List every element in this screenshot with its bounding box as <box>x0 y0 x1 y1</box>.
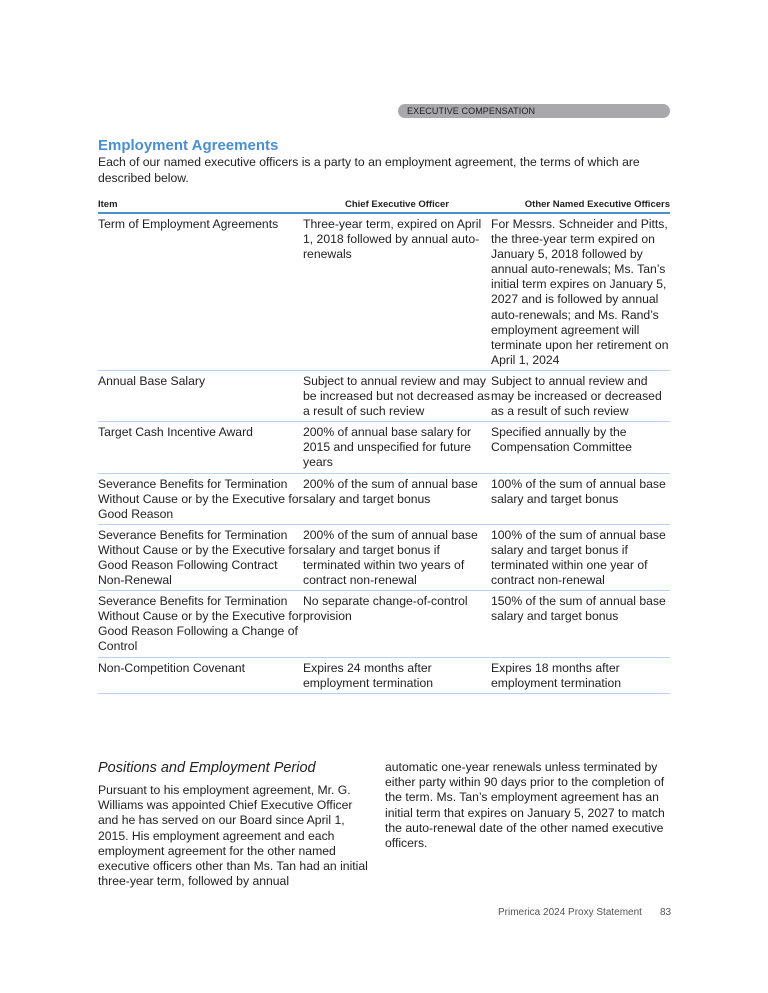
cell-others: 100% of the sum of annual base salary and target bonus if terminated within one year of contract non-renewal <box>491 524 670 590</box>
page-number: 83 <box>660 907 672 918</box>
positions-paragraph-right: automatic one-year renewals unless terminated by either party within 90 days prior to the completion of the term. Ms. Tan’s employment agreement has an initial term that expires on January 5, 2027 to match the auto-renewal date of the other named executive officers. <box>385 760 665 851</box>
cell-item: Annual Base Salary <box>98 370 303 421</box>
positions-paragraph-left: Pursuant to his employment agreement, Mr. G. Williams was appointed Chief Executive Officer and he has served on our Board since April 1, 2015. His employment agreement and each employment agreement for the other named executive officers other than Ms. Tan had an initial three-year term, followed by annual <box>98 783 368 889</box>
cell-ceo: Subject to annual review and may be increased but not decreased as a result of such review <box>303 370 491 421</box>
section-tag: EXECUTIVE COMPENSATION <box>398 104 670 118</box>
column-header-other-officers: Other Named Executive Officers <box>491 197 670 213</box>
positions-column-right <box>385 760 670 851</box>
cell-others: Expires 18 months after employment termination <box>491 657 670 693</box>
table-row <box>98 524 670 590</box>
cell-ceo: 200% of annual base salary for 2015 and unspecified for future years <box>303 422 491 473</box>
table-row <box>98 370 670 421</box>
column-header-ceo: Chief Executive Officer <box>303 197 491 213</box>
cell-ceo: Expires 24 months after employment termination <box>303 657 491 693</box>
table-row <box>98 473 670 524</box>
cell-others: 100% of the sum of annual base salary and target bonus <box>491 473 670 524</box>
positions-column-left <box>98 760 368 889</box>
cell-item: Non-Competition Covenant <box>98 657 303 693</box>
cell-item: Severance Benefits for Termination Without Cause or by the Executive for Good Reason <box>98 473 303 524</box>
cell-ceo: 200% of the sum of annual base salary and target bonus if terminated within two years of contract non-renewal <box>303 524 491 590</box>
table-row <box>98 213 670 370</box>
cell-others: 150% of the sum of annual base salary and target bonus <box>491 591 670 657</box>
cell-item: Severance Benefits for Termination Without Cause or by the Executive for Good Reason Following Contract Non-Renewal <box>98 524 303 590</box>
cell-item: Target Cash Incentive Award <box>98 422 303 473</box>
table-row <box>98 591 670 657</box>
table-row <box>98 422 670 473</box>
employment-agreements-table <box>98 197 670 694</box>
cell-ceo: No separate change-of-control provision <box>303 591 491 657</box>
cell-others: Subject to annual review and may be increased or decreased as a result of such review <box>491 370 670 421</box>
cell-ceo: 200% of the sum of annual base salary and target bonus <box>303 473 491 524</box>
cell-item: Severance Benefits for Termination Without Cause or by the Executive for Good Reason Following a Change of Control <box>98 591 303 657</box>
table-header-row <box>98 197 670 213</box>
footer-document-title: Primerica 2024 Proxy Statement <box>498 907 642 918</box>
cell-others: For Messrs. Schneider and Pitts, the three-year term expired on January 5, 2018 followed by annual auto-renewals; Ms. Tan’s initial term expires on January 5, 2027 and is followed by annual auto-renewals; and Ms. Rand’s employment agreement will terminate upon her retirement on April 1, 2024 <box>491 213 670 370</box>
cell-others: Specified annually by the Compensation Committee <box>491 422 670 473</box>
table-row <box>98 657 670 693</box>
cell-item: Term of Employment Agreements <box>98 213 303 370</box>
cell-ceo: Three-year term, expired on April 1, 2018 followed by annual auto-renewals <box>303 213 491 370</box>
positions-heading: Positions and Employment Period <box>98 760 316 776</box>
column-header-item: Item <box>98 197 303 213</box>
section-intro: Each of our named executive officers is a party to an employment agreement, the terms of which are described below. <box>98 155 640 185</box>
section-title: Employment Agreements <box>98 137 279 154</box>
